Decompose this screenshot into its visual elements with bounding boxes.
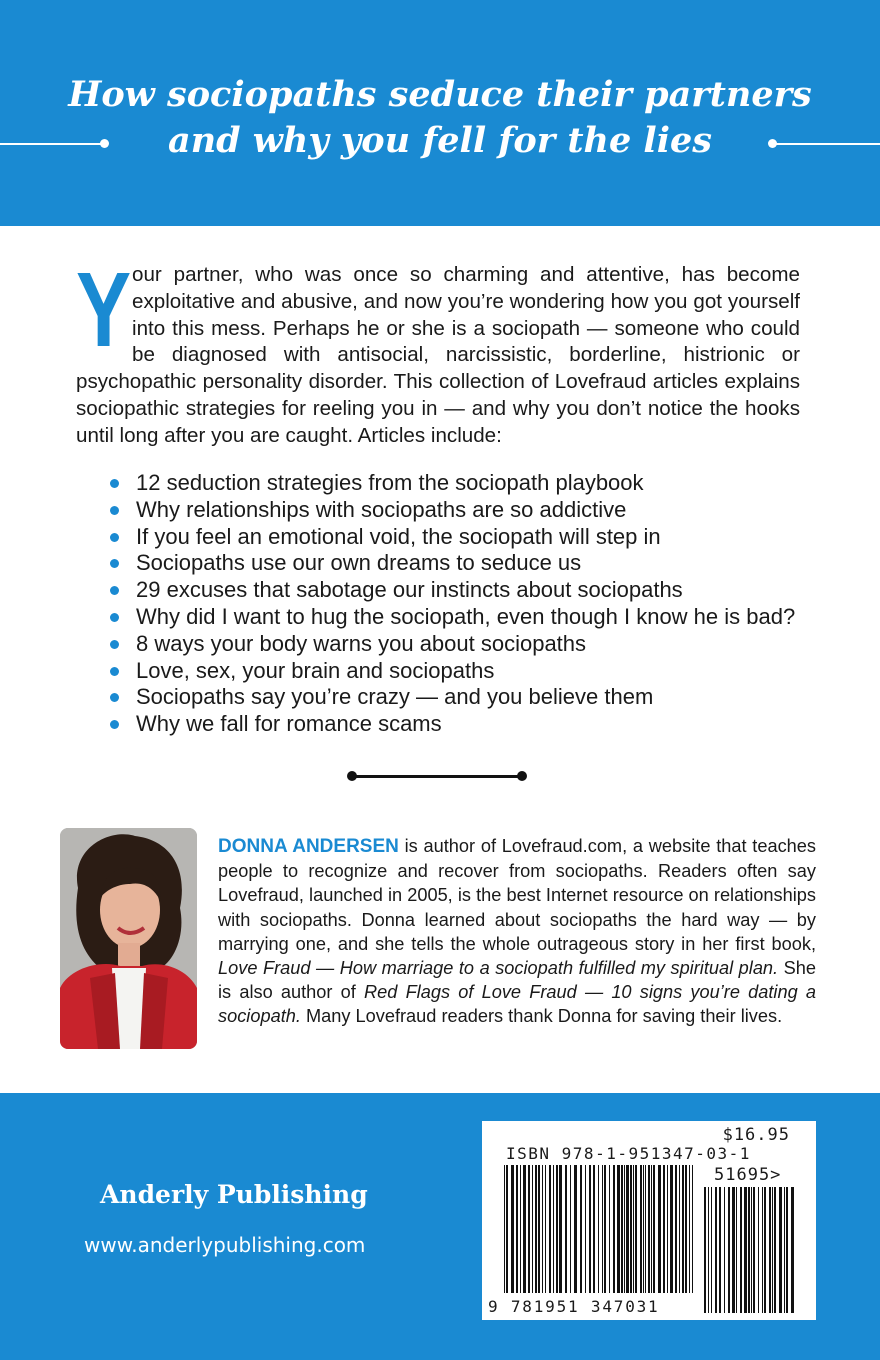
barcode-bar [740, 1187, 742, 1313]
barcode-bar [609, 1165, 610, 1293]
author-bio [218, 834, 816, 1029]
list-item: 29 excuses that sabotage our instincts about sociopaths [110, 577, 830, 604]
barcode-bar [598, 1165, 599, 1293]
barcode-bar [670, 1165, 673, 1293]
barcode-bar [520, 1165, 521, 1293]
author-portrait-image [60, 828, 197, 1049]
barcode-bar [528, 1165, 530, 1293]
tagline-line-2: and why you fell for the lies [168, 120, 712, 161]
barcode-bar [635, 1165, 637, 1293]
book-title-1: Love Fraud — How marriage to a sociopath fulfilled my spiritual plan. [218, 958, 779, 979]
ean-digits: 9 781951 347031 [488, 1297, 660, 1316]
barcode-bar [542, 1165, 543, 1293]
barcode-bar [719, 1187, 721, 1313]
barcode-bar [667, 1165, 668, 1293]
barcode-bar [724, 1187, 725, 1313]
barcode-bar [679, 1165, 680, 1293]
barcode-bar [532, 1165, 533, 1293]
barcode-bar [633, 1165, 634, 1293]
author-name: DONNA ANDERSEN [218, 836, 399, 857]
list-item: Sociopaths say you’re crazy — and you believe them [110, 684, 830, 711]
publisher-name: Anderly Publishing [100, 1180, 368, 1209]
intro-text: our partner, who was once so charming and attentive, has become exploitative and abusive, and now you’re wondering how you got yourself into this mess. Perhaps he or she is a sociopath — someone who could be diagnosed with antisocial, narcissistic, borderline, histrionic or psychopathic personality disorder. This collection of Lovefraud articles explains sociopathic strategies for reeling you in — and why you don’t notice the hooks until long after you are caught. Articles include: [76, 263, 800, 447]
list-item: Love, sex, your brain and sociopaths [110, 658, 830, 685]
bullet-icon [110, 693, 119, 702]
barcode-bar [692, 1165, 693, 1293]
addon-code: 51695> [714, 1165, 782, 1185]
barcode-bar [585, 1165, 586, 1293]
barcode-bar [624, 1165, 625, 1293]
barcode-bar [511, 1165, 514, 1293]
bullet-icon [110, 506, 119, 515]
header-band [0, 0, 880, 226]
barcode-bar [751, 1187, 752, 1313]
barcode-bar [556, 1165, 558, 1293]
price-label: $16.95 [722, 1125, 790, 1145]
barcode-bar [535, 1165, 537, 1293]
barcode-bar [708, 1187, 709, 1313]
bullet-icon [110, 586, 119, 595]
bullet-icon [110, 559, 119, 568]
list-item: 8 ways your body warns you about sociopaths [110, 631, 830, 658]
isbn-label: ISBN 978-1-951347-03-1 [506, 1144, 751, 1163]
barcode-bar [604, 1165, 606, 1293]
section-divider [352, 775, 522, 778]
barcode-bar [711, 1187, 712, 1313]
barcode-bar [602, 1165, 603, 1293]
barcode-bar [570, 1165, 571, 1293]
bullet-icon [110, 479, 119, 488]
barcode-bar [651, 1165, 652, 1293]
barcode-bar [565, 1165, 567, 1293]
barcode-bar [689, 1165, 690, 1293]
bio-text-2: She is also author of [218, 958, 816, 1003]
bullet-icon [110, 613, 119, 622]
barcode-bar [779, 1187, 782, 1313]
barcode-bar [772, 1187, 773, 1313]
list-item: Sociopaths use our own dreams to seduce us [110, 550, 830, 577]
list-item: If you feel an emotional void, the sociopath will step in [110, 524, 830, 551]
barcode-bar [653, 1165, 655, 1293]
barcode-bar [559, 1165, 562, 1293]
intro-paragraph [76, 251, 800, 450]
book-title-2: Red Flags of Love Fraud — 10 signs you’re dating a sociopath. [218, 982, 816, 1027]
bullet-icon [110, 640, 119, 649]
barcode-bar [682, 1165, 684, 1293]
barcode-bar [630, 1165, 632, 1293]
barcode-bar [744, 1187, 747, 1313]
barcode-bar [791, 1187, 794, 1313]
barcode-bar [613, 1165, 615, 1293]
publisher-url: www.anderlypublishing.com [84, 1233, 366, 1257]
barcode-bar [580, 1165, 582, 1293]
tagline-line-1: How sociopaths seduce their partners [68, 74, 812, 115]
barcode-bar [762, 1187, 763, 1313]
barcode-bar [685, 1165, 687, 1293]
barcode-bar [663, 1165, 665, 1293]
barcode-bar [523, 1165, 526, 1293]
divider-dot-left [347, 771, 357, 781]
barcode-bar [626, 1165, 629, 1293]
barcode-bar [774, 1187, 776, 1313]
barcode-bar [538, 1165, 540, 1293]
barcode-bar [648, 1165, 650, 1293]
barcode-bar [769, 1187, 771, 1313]
barcode-bar [553, 1165, 554, 1293]
list-item: Why we fall for romance scams [110, 711, 830, 738]
list-item: 12 seduction strategies from the sociopath playbook [110, 470, 830, 497]
drop-cap: Y [76, 251, 132, 369]
barcode-bar [658, 1165, 661, 1293]
barcode-bar [732, 1187, 735, 1313]
bio-text-3: Many Lovefraud readers thank Donna for saving their lives. [300, 1006, 783, 1027]
barcode-bar [545, 1165, 546, 1293]
barcode-bar [516, 1165, 518, 1293]
barcode-bar [704, 1187, 706, 1313]
barcode-bar [675, 1165, 677, 1293]
barcode-bar [617, 1165, 620, 1293]
barcode-bar [736, 1187, 737, 1313]
list-item: Why relationships with sociopaths are so addictive [110, 497, 830, 524]
barcode-bar [786, 1187, 788, 1313]
barcode-bar [621, 1165, 623, 1293]
divider-dot-right [517, 771, 527, 781]
barcode-bar [728, 1187, 730, 1313]
barcode-bar [640, 1165, 642, 1293]
barcode-bar [643, 1165, 644, 1293]
bio-text-1: is author of Lovefraud.com, a website that teaches people to recognize and recover from sociopaths. Readers often say Lovefraud, launched in 2005, is the best Internet resource on relationships with sociopaths. Donna learned about sociopaths the hard way — by marrying one, and she tells the whole outrageous story in her first book, [218, 836, 816, 954]
barcode-bar [506, 1165, 508, 1293]
list-item: Why did I want to hug the sociopath, even though I know he is bad? [110, 604, 830, 631]
barcode-bar [764, 1187, 766, 1313]
barcode-bar [593, 1165, 595, 1293]
barcode-bar [715, 1187, 717, 1313]
barcode-bar [574, 1165, 577, 1293]
author-photo [60, 828, 197, 1049]
bullet-icon [110, 533, 119, 542]
barcode-bar [645, 1165, 646, 1293]
barcode-bar [748, 1187, 750, 1313]
barcode-bar [589, 1165, 591, 1293]
barcode-bar [549, 1165, 551, 1293]
barcode-bar [758, 1187, 759, 1313]
barcode-bar [753, 1187, 755, 1313]
barcode-block [482, 1121, 816, 1320]
tagline [0, 72, 880, 164]
barcode-bar [784, 1187, 785, 1313]
bullet-icon [110, 667, 119, 676]
article-list [110, 470, 830, 738]
bullet-icon [110, 720, 119, 729]
barcode-bar [504, 1165, 505, 1293]
